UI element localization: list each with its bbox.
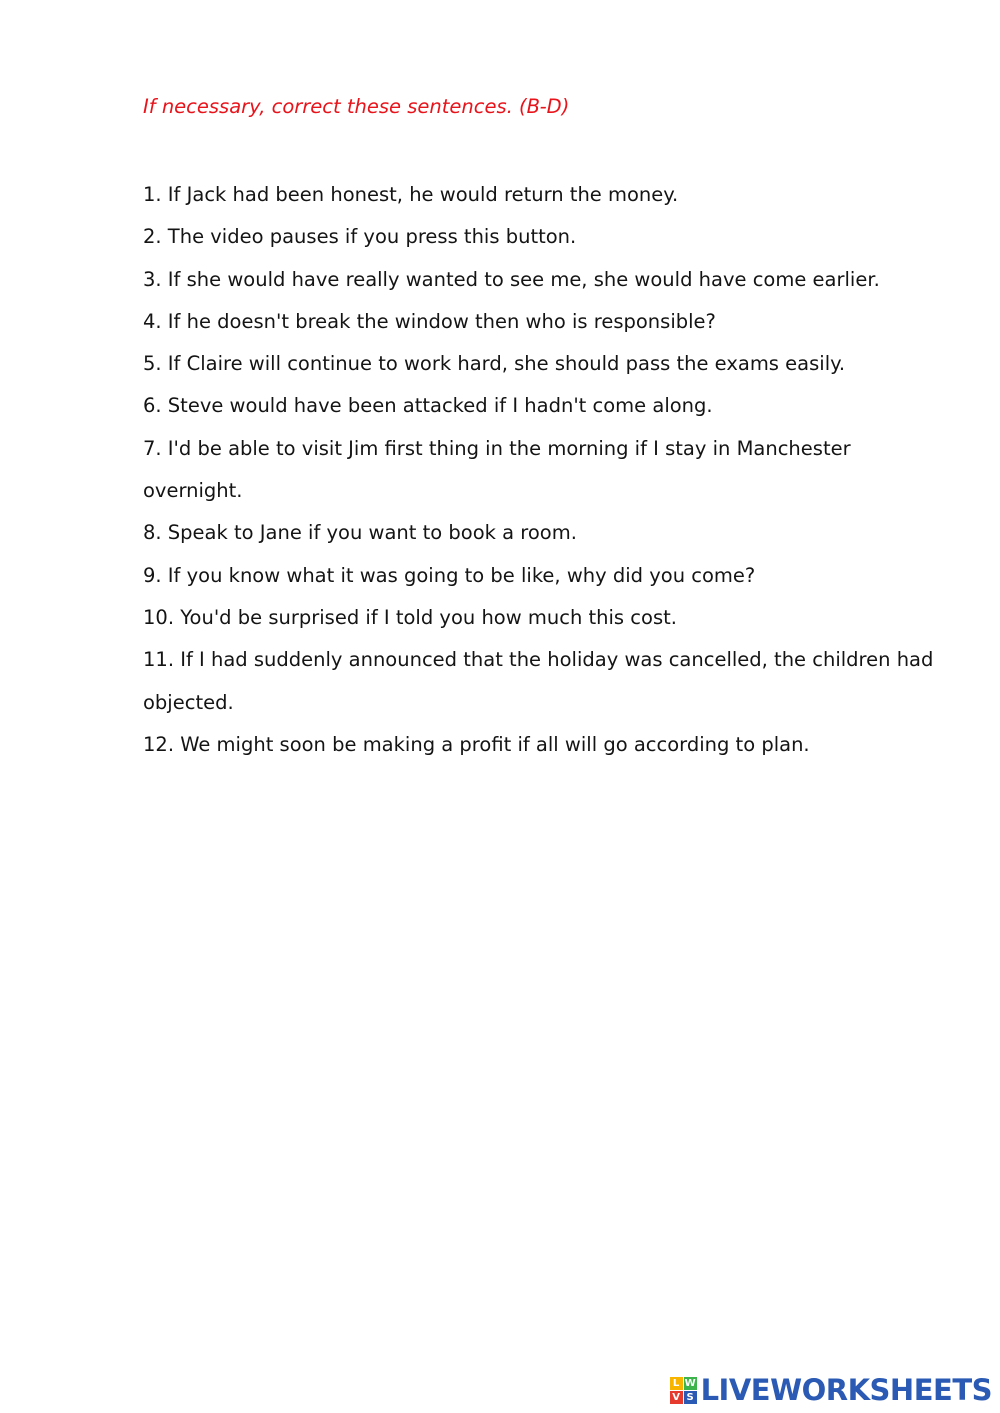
sentence-item: 4. If he doesn't break the window then who is responsible?	[143, 309, 716, 333]
liveworksheets-watermark	[670, 1373, 992, 1407]
sentence-list	[143, 174, 943, 766]
sentence-item: 5. If Claire will continue to work hard, she should pass the exams easily.	[143, 352, 846, 376]
sentence-item: 3. If she would have really wanted to see me, she would have come earlier.	[143, 267, 880, 291]
watermark-text: LIVEWORKSHEETS	[700, 1373, 992, 1407]
sentence-item: 7. I'd be able to visit Jim first thing in the morning if I stay in Manchester overnight.	[143, 436, 851, 503]
logo-cell: W	[684, 1378, 696, 1389]
sentence-item: 12. We might soon be making a profit if all will go according to plan.	[143, 732, 810, 756]
logo-cell: V	[670, 1391, 683, 1404]
sentence-item: 1. If Jack had been honest, he would return the money.	[143, 183, 679, 206]
liveworksheets-logo-icon	[670, 1377, 697, 1404]
sentence-item: 6. Steve would have been attacked if I hadn't come along.	[143, 394, 713, 418]
logo-cell: S	[684, 1391, 697, 1404]
instruction-heading: If necessary, correct these sentences. (B-D)	[143, 95, 570, 118]
logo-cell: L	[670, 1377, 683, 1390]
sentence-item: 8. Speak to Jane if you want to book a room.	[143, 521, 577, 545]
sentence-item: 9. If you know what it was going to be like, why did you come?	[143, 563, 756, 587]
sentence-item: 11. If I had suddenly announced that the holiday was cancelled, the children had objected.	[143, 648, 934, 714]
sentence-item: 2. The video pauses if you press this button.	[143, 225, 577, 249]
sentence-item: 10. You'd be surprised if I told you how much this cost.	[143, 605, 677, 629]
